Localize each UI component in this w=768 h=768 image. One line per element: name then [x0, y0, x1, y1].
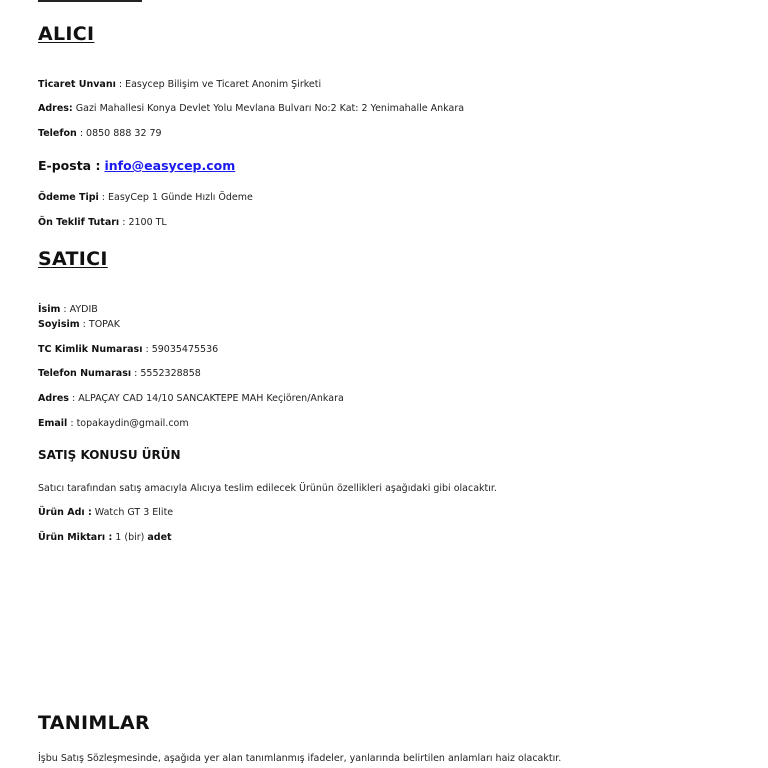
alici-telefon-label: Telefon [38, 128, 77, 139]
alici-telefon-value: 0850 888 32 79 [86, 128, 162, 139]
urun-ad-row [38, 507, 173, 519]
satici-tc-label: TC Kimlik Numarası [38, 344, 143, 355]
alici-teklif-row: Ön Teklif Tutarı : 2100 TL [38, 217, 167, 228]
satici-soyisim-row: Soyisim : TOPAK [38, 319, 121, 330]
urun-intro: Satıcı tarafından satış amacıyla Alıcıya teslim edilecek Ürünün özellikleri aşağıdaki gibi olacaktır. [38, 483, 497, 494]
satici-tc-row: TC Kimlik Numarası : 59035475536 [38, 344, 219, 355]
satici-email-label: Email [38, 418, 68, 429]
satici-isim-value: AYDIB [69, 304, 98, 315]
alici-eposta-label: E-posta : [38, 158, 101, 173]
urun-miktar-row [38, 532, 172, 544]
satici-soyisim-label: Soyisim [38, 319, 80, 330]
alici-adres-label: Adres: [38, 103, 73, 114]
satici-telefon-row: Telefon Numarası : 5552328858 [38, 368, 201, 379]
alici-eposta-link[interactable]: info@easycep.com [104, 158, 236, 173]
satici-adres-value: ALPAÇAY CAD 14/10 SANCAKTEPE MAH Keçiören/Ankara [78, 393, 344, 404]
satici-isim-row: İsim : AYDIB [38, 304, 98, 315]
alici-heading: ALICI [38, 23, 95, 45]
alici-eposta-row [38, 160, 235, 172]
alici-odeme-label: Ödeme Tipi [38, 192, 99, 203]
urun-ad-label: Ürün Adı : [38, 507, 92, 518]
alici-adres-value: Gazi Mahallesi Konya Devlet Yolu Mevlana Bulvarı No:2 Kat: 2 Yenimahalle Ankara [75, 103, 465, 114]
satici-tc-value: 59035475536 [151, 344, 219, 355]
alici-odeme-row: Ödeme Tipi : EasyCep 1 Günde Hızlı Ödeme [38, 192, 253, 203]
urun-ad-value: Watch GT 3 Elite [94, 507, 174, 518]
alici-odeme-value: EasyCep 1 Günde Hızlı Ödeme [108, 192, 253, 203]
satici-adres-row: Adres : ALPAÇAY CAD 14/10 SANCAKTEPE MAH Keçiören/Ankara [38, 393, 344, 404]
alici-ticaret-row: Ticaret Unvanı : Easycep Bilişim ve Ticaret Anonim Şirketi [38, 79, 322, 90]
urun-miktar-label: Ürün Miktarı : [38, 532, 113, 543]
alici-adres-row [38, 103, 464, 115]
alici-ticaret-label: Ticaret Unvanı [38, 79, 116, 90]
alici-teklif-label: Ön Teklif Tutarı [38, 217, 120, 228]
satici-adres-label: Adres [38, 393, 69, 404]
tanimlar-heading: TANIMLAR [38, 712, 150, 734]
urun-miktar-unit: adet [147, 532, 172, 543]
alici-ticaret-value: Easycep Bilişim ve Ticaret Anonim Şirketi [125, 79, 322, 90]
urun-heading: SATIŞ KONUSU ÜRÜN [38, 448, 181, 462]
alici-telefon-row: Telefon : 0850 888 32 79 [38, 128, 162, 139]
satici-telefon-label: Telefon Numarası [38, 368, 132, 379]
satici-heading: SATICI [38, 248, 108, 270]
urun-miktar-value: 1 (bir) [115, 532, 145, 543]
tanimlar-intro: İşbu Satış Sözleşmesinde, aşağıda yer alan tanımlanmış ifadeler, yanlarında belirtilen anlamları haiz olacaktır. [38, 753, 562, 764]
satici-email-row: Email : topakaydin@gmail.com [38, 418, 189, 429]
satici-telefon-value: 5552328858 [140, 368, 201, 379]
alici-teklif-value: 2100 TL [128, 217, 167, 228]
top-rule [38, 0, 142, 2]
satici-soyisim-value: TOPAK [88, 319, 121, 330]
satici-isim-label: İsim [38, 304, 61, 315]
satici-email-value: topakaydin@gmail.com [76, 418, 189, 429]
